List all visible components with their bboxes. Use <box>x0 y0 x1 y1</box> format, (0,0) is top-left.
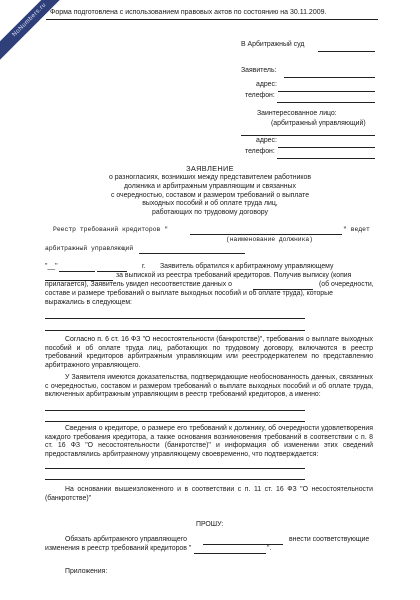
p6-line1-left: Обязать арбитражного управляющего <box>65 536 187 543</box>
p1-line5: выражались в следующем: <box>45 299 132 306</box>
interested-name-field[interactable] <box>241 135 375 136</box>
debtor-name-field[interactable] <box>190 234 342 235</box>
p1-line3-end: (об очередности, <box>319 281 374 288</box>
registry-line1-right: " ведет <box>343 226 370 233</box>
court-label: В Арбитражный суд <box>241 41 305 48</box>
header-note: Форма подготовлена с использованием правовых актов по состоянию на 30.11.2009. <box>50 9 327 16</box>
p1-line2: за выпиской из реестра требований кредиторов. Получив выписку (копия <box>116 272 352 279</box>
applicant-label: Заявитель: <box>241 67 277 74</box>
p1-details-line-2[interactable] <box>45 330 305 331</box>
interested-address-label: адрес: <box>256 137 277 144</box>
applicant-address-label: адрес: <box>256 81 277 88</box>
interested-address-field[interactable] <box>278 147 375 148</box>
interested-label: Заинтересованное лицо: <box>257 110 337 117</box>
p1-date-month-field[interactable] <box>59 271 95 272</box>
debtor-caption: (наименование должника) <box>226 236 313 243</box>
p6-line2-right: ". <box>267 545 272 552</box>
registry-line2-left: арбитражный управляющий <box>45 245 134 252</box>
p3-text: У Заявителя имеются доказательства, подтверждающие необоснованность данных, связанных с очередностью, составом и размером требований о выплате выходных пособий и об оплате труда, включенных арбитражным управляющим в реестр требований кредиторов, а именно: <box>45 374 373 399</box>
p1-line3: прилагается), Заявитель увидел несоответствие данных о <box>45 281 232 288</box>
applicant-address-field[interactable] <box>278 91 375 92</box>
p4-proof-line-2[interactable] <box>45 479 305 480</box>
subtitle-line: с очередностью, составом и размером требований о выплате <box>110 191 310 199</box>
interested-role: (арбитражный управляющий) <box>271 120 366 127</box>
p6-debtor-field[interactable] <box>194 553 266 554</box>
p1-details-line-1[interactable] <box>45 318 305 319</box>
p4-text: Сведения о кредиторе, о размере его требований к должнику, об очередности удовлетворения каждого требования кредитора, а также основания возникновения требований в соответствии с п. 8 ст. 16 ФЗ "О несостоятельности (банкротстве)" и информация об изменении этих сведений предоставлялись арбитражному управляющему своевременно, что подтверждается: <box>45 425 373 458</box>
p6-line1-right: внести соответствующие <box>289 536 370 543</box>
p1-date-start: "__" <box>45 263 58 270</box>
court-name-field[interactable] <box>318 51 375 52</box>
applicant-phone-label: телефон: <box>245 92 275 99</box>
header-rule <box>46 19 378 20</box>
subtitle-line: выходных пособий и об оплате труда лиц, <box>142 200 278 208</box>
request-heading: ПРОШУ: <box>196 521 224 528</box>
document-subtitle <box>0 174 420 218</box>
interested-phone-label: телефон: <box>245 148 275 155</box>
p1-year-text: г. <box>142 263 146 270</box>
subtitle-line: работающих по трудовому договору <box>152 209 268 217</box>
p3-evidence-line-2[interactable] <box>45 421 305 422</box>
p1-line1: Заявитель обратился к арбитражному управляющему <box>160 263 334 270</box>
applicant-name-field[interactable] <box>284 77 375 78</box>
manager-name-field[interactable] <box>139 253 245 254</box>
p5-text: На основании вышеизложенного и в соответствии с п. 11 ст. 16 ФЗ "О несостоятельности (банкротстве)" <box>45 486 373 502</box>
interested-phone-field[interactable] <box>277 158 375 159</box>
p6-line2-left: изменения в реестр требований кредиторов " <box>45 545 192 552</box>
subtitle-line: должника и арбитражным управляющим и связанных <box>124 182 296 190</box>
attachments-label: Приложения: <box>65 568 108 575</box>
document-title: ЗАЯВЛЕНИЕ <box>186 164 234 173</box>
p3-evidence-line-1[interactable] <box>45 410 305 411</box>
watermark-ribbon: NoNumbers.ru <box>0 0 77 68</box>
p2-text: Согласно п. 6 ст. 16 ФЗ "О несостоятельности (банкротстве)", требования о выплате выходных пособий и об оплате труда лиц, работающих по трудовому договору, включаются в реестр требований кредиторов арбитражным управляющим или реестродержателем по представлению арбитражного управляющего. <box>45 336 373 369</box>
p4-proof-line-1[interactable] <box>45 468 305 469</box>
applicant-phone-field[interactable] <box>277 102 375 103</box>
registry-line1-left: Реестр требований кредиторов " <box>53 226 169 233</box>
subtitle-line: о разногласиях, возникших между представителем работников <box>108 174 312 181</box>
p1-line4: составе и размере требований о выплате выходных пособий и об оплате труда), которые <box>45 290 333 297</box>
